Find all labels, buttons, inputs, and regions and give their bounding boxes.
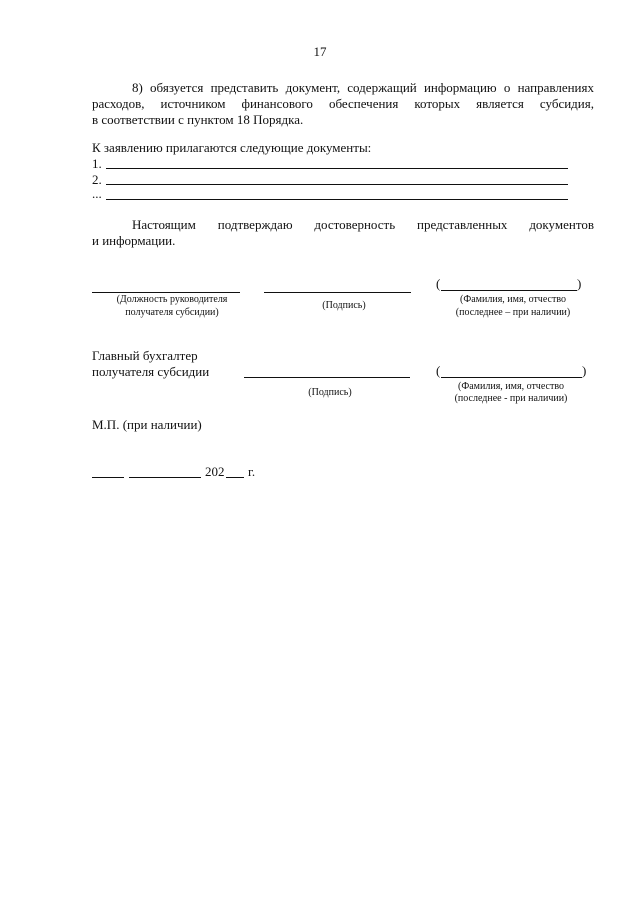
head-signature-line[interactable] <box>264 292 411 293</box>
accountant-signature-line[interactable] <box>244 377 410 378</box>
accountant-name-line[interactable] <box>441 377 582 378</box>
accountant-name-caption-2: (последнее - при наличии) <box>454 393 568 404</box>
seal-text: М.П. (при наличии) <box>92 417 202 432</box>
head-position-caption-2: получателя субсидии) <box>125 307 219 318</box>
date-year-line[interactable] <box>226 477 244 478</box>
head-name-paren-open: ( <box>436 276 441 291</box>
item8-line3: в соответствии с пунктом 18 Порядка. <box>92 112 304 127</box>
attachment-item-3-number: ... <box>92 186 102 201</box>
confirmation-line2: и информации. <box>92 233 176 248</box>
head-position-caption-1: (Должность руководителя <box>116 294 228 305</box>
date-day-line[interactable] <box>92 477 124 478</box>
head-name-line[interactable] <box>441 290 577 291</box>
accountant-title-2: получателя субсидии <box>92 364 210 379</box>
confirmation-line1: Настоящим подтверждаю достоверность представленных документов <box>132 217 594 232</box>
attachment-item-3-line[interactable] <box>106 199 568 200</box>
attachment-item-2-number: 2. <box>92 172 102 187</box>
attachment-item-1-line[interactable] <box>106 168 568 169</box>
item8-line2: расходов, источником финансового обеспечения которых является субсидия, <box>92 96 594 111</box>
head-name-caption-2: (последнее – при наличии) <box>455 307 571 318</box>
attachments-heading: К заявлению прилагаются следующие документы: <box>92 140 372 155</box>
accountant-signature-caption: (Подпись) <box>308 387 352 398</box>
attachment-item-2-line[interactable] <box>106 184 568 185</box>
accountant-name-paren-close: ) <box>582 363 587 378</box>
accountant-name-paren-open: ( <box>436 363 441 378</box>
date-year-prefix: 202 <box>205 464 225 479</box>
head-name-paren-close: ) <box>577 276 582 291</box>
item8-line1: 8) обязуется представить документ, содержащий информацию о направлениях <box>132 80 594 95</box>
date-year-suffix: г. <box>248 464 256 479</box>
head-signature-caption: (Подпись) <box>322 300 366 311</box>
head-name-caption-1: (Фамилия, имя, отчество <box>460 294 566 305</box>
accountant-title-1: Главный бухгалтер <box>92 348 198 363</box>
page-number: 17 <box>313 44 327 59</box>
accountant-name-caption-1: (Фамилия, имя, отчество <box>458 381 564 392</box>
attachment-item-1-number: 1. <box>92 156 102 171</box>
date-month-line[interactable] <box>129 477 201 478</box>
